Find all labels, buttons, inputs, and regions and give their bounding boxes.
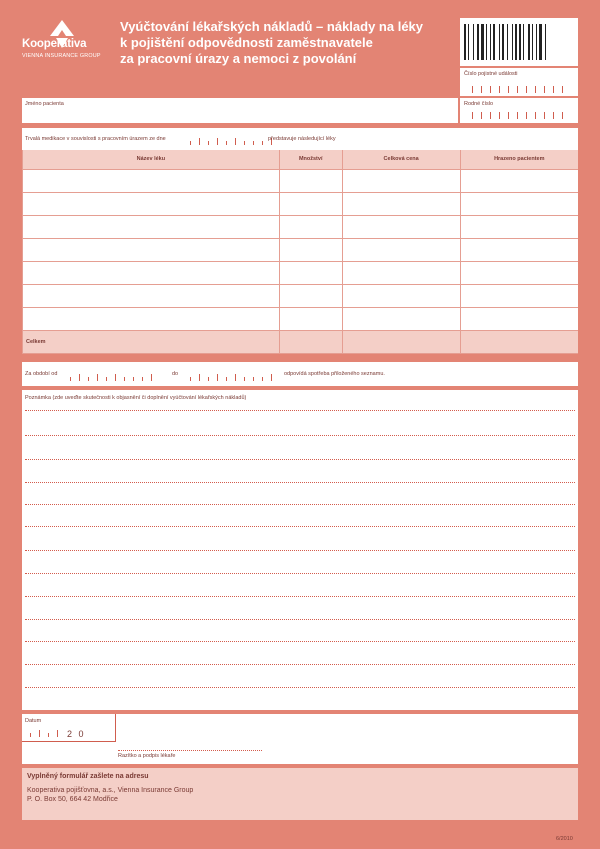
table-row	[23, 307, 579, 330]
date-signature-section	[22, 714, 578, 764]
header-quantity: Množství	[279, 150, 342, 169]
patient-name-field[interactable]	[22, 98, 458, 123]
year-prefix: 2 0	[67, 729, 86, 739]
patient-name-label: Jméno pacienta	[25, 101, 64, 107]
address-line-1: Kooperativa pojišťovna, a.s., Vienna Insurance Group	[27, 787, 194, 794]
period-to-label: do	[172, 371, 179, 377]
barcode-icon	[460, 18, 578, 66]
date-ticks	[30, 730, 66, 737]
table-row	[23, 238, 579, 261]
claim-number-field[interactable]	[460, 68, 578, 96]
date-label: Datum	[25, 718, 42, 724]
period-from-ticks	[70, 374, 160, 381]
period-from-label: Za období od	[25, 371, 58, 377]
total-row	[23, 330, 579, 353]
stamp-line	[118, 750, 262, 751]
medication-since-label: Trvalá medikace v souvislosti s pracovním úrazem ze dne	[25, 136, 166, 142]
table-row	[23, 284, 579, 307]
period-note-label: odpovídá spotřeba přiloženého seznamu.	[284, 371, 385, 377]
table-row	[23, 261, 579, 284]
header-total-price: Celková cena	[342, 150, 460, 169]
birth-number-label: Rodné číslo	[464, 101, 494, 107]
note-label: Poznámka (zde uveďte skutečnosti k objasnění či doplnění vyúčtování lékařských nákladů)	[25, 395, 247, 401]
stamp-label: Razítko a podpis lékaře	[118, 753, 176, 759]
mailing-address-box	[22, 768, 578, 820]
table-row	[23, 192, 579, 215]
form-code: 6/2010	[556, 836, 573, 842]
title-line-1: Vyúčtování lékařských nákladů – náklady na léky	[120, 19, 424, 34]
medication-since-field[interactable]	[22, 128, 578, 150]
note-field[interactable]	[22, 390, 578, 710]
barcode-box	[460, 18, 578, 66]
period-field[interactable]	[22, 362, 578, 386]
represents-label: představuje následující léky	[268, 136, 336, 142]
medication-table	[22, 150, 578, 354]
claim-number-ticks	[472, 86, 571, 93]
form-title	[120, 19, 450, 67]
header-drug-name: Název léku	[23, 150, 280, 169]
footer-title: Vyplněný formulář zašlete na adresu	[27, 773, 149, 780]
medication-date-ticks	[190, 138, 280, 145]
address-line-2: P. O. Box 50, 664 42 Modřice	[27, 796, 118, 803]
logo-subtitle: VIENNA INSURANCE GROUP	[22, 53, 101, 59]
claim-number-label: Číslo pojistné události	[464, 71, 518, 77]
header-paid-by-patient: Hrazeno pacientem	[460, 150, 578, 169]
table-row	[23, 215, 579, 238]
logo-name: Kooperativa	[22, 38, 87, 50]
title-line-3: za pracovní úrazy a nemoci z povolání	[120, 51, 357, 66]
birth-number-field[interactable]	[460, 98, 578, 123]
title-line-2: k pojištění odpovědnosti zaměstnavatele	[120, 35, 373, 50]
date-field[interactable]	[22, 714, 116, 742]
total-label: Celkem	[23, 330, 280, 353]
table-row	[23, 169, 579, 192]
period-to-ticks	[190, 374, 280, 381]
birth-number-ticks	[472, 112, 571, 119]
